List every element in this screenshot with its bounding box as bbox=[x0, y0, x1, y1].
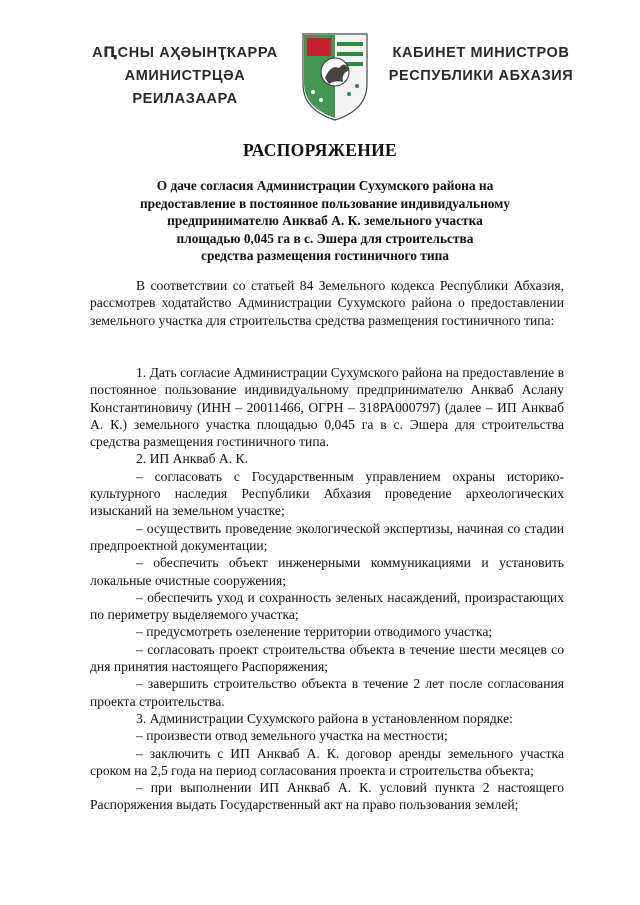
subject-line: О даче согласия Администрации Сухумского района на bbox=[156, 178, 494, 193]
paragraph-item-1: 1. Дать согласие Администрации Сухумского района на предоставление в постоянное пользование индивидуальному предпринимателю Анкваб Аслану Константиновичу (ИНН – 20011466, ОГРН – 318РА000797) (далее – ИП Анкваб А. К.) земельного участка площадью 0,045 га в с. Эшера для строительства средства размещения гостиничного типа. bbox=[90, 365, 564, 450]
subject-line: средства размещения гостиничного типа bbox=[201, 248, 449, 263]
order-body bbox=[90, 364, 564, 814]
list-item: – согласовать проект строительства объекта в течение шести месяцев со дня принятия настоящего Распоряжения; bbox=[90, 641, 564, 675]
preamble-paragraph: В соответствии со статьей 84 Земельного кодекса Республики Абхазия, рассмотрев ходатайство Администрации Сухумского района о предоставлении земельного участка для строительства средства размещения гостиничного типа: bbox=[90, 278, 564, 328]
list-item: – осуществить проведение экологической экспертизы, начиная со стадии предпроектной документации; bbox=[90, 520, 564, 553]
list-item: – предусмотреть озеленение территории отводимого участка; bbox=[136, 624, 493, 640]
list-item: – заключить с ИП Анкваб А. К. договор аренды земельного участка сроком на 2,5 года на период согласования проекта и строительства объекта; bbox=[90, 745, 564, 778]
preamble-block bbox=[90, 277, 564, 329]
list-item: – произвести отвод земельного участка на местности; bbox=[136, 728, 448, 744]
header-right-block bbox=[386, 42, 576, 88]
list-item: – при выполнении ИП Анкваб А. К. условий пункта 2 настоящего Распоряжения выдать Государственный акт на право пользования землей; bbox=[90, 780, 564, 813]
list-item: – согласовать с Государственным управлением охраны историко-культурного наследия Республики Абхазия проведение археологических изысканий на земельном участке; bbox=[90, 468, 564, 519]
header-left-line2: АМИНИСТРЦӘА РЕИЛАЗААРА bbox=[124, 68, 246, 107]
paragraph-item-2: 2. ИП Анкваб А. К. bbox=[136, 451, 248, 467]
document-title: РАСПОРЯЖЕНИЕ bbox=[242, 140, 397, 160]
document-subject bbox=[110, 177, 540, 265]
list-item: – обеспечить уход и сохранность зеленых насаждений, произрастающих по периметру выделяемого участка; bbox=[90, 589, 564, 623]
document-header bbox=[0, 30, 640, 130]
list-item: – обеспечить объект инженерными коммуникациями и установить локальные очистные сооружения; bbox=[90, 555, 564, 588]
paragraph-item-3: 3. Администрации Сухумского района в установленном порядке: bbox=[136, 710, 513, 726]
header-right-line1: КАБИНЕТ МИНИСТРОВ bbox=[392, 45, 570, 61]
header-left-block bbox=[80, 42, 290, 111]
subject-line: предпринимателю Анкваб А. К. земельного участка bbox=[167, 213, 483, 228]
subject-line: предоставление в постоянное пользование индивидуальному bbox=[139, 195, 511, 211]
abkhazia-emblem-icon bbox=[299, 30, 371, 122]
list-item: – завершить строительство объекта в течение 2 лет после согласования проекта строительства. bbox=[90, 676, 564, 709]
header-right-line2: РЕСПУБЛИКИ АБХАЗИЯ bbox=[388, 68, 574, 84]
header-left-line1: АԤСНЫ АҲӘЫНҬҞАРРА bbox=[92, 45, 278, 61]
subject-line: площадью 0,045 га в с. Эшера для строительства bbox=[176, 230, 474, 246]
